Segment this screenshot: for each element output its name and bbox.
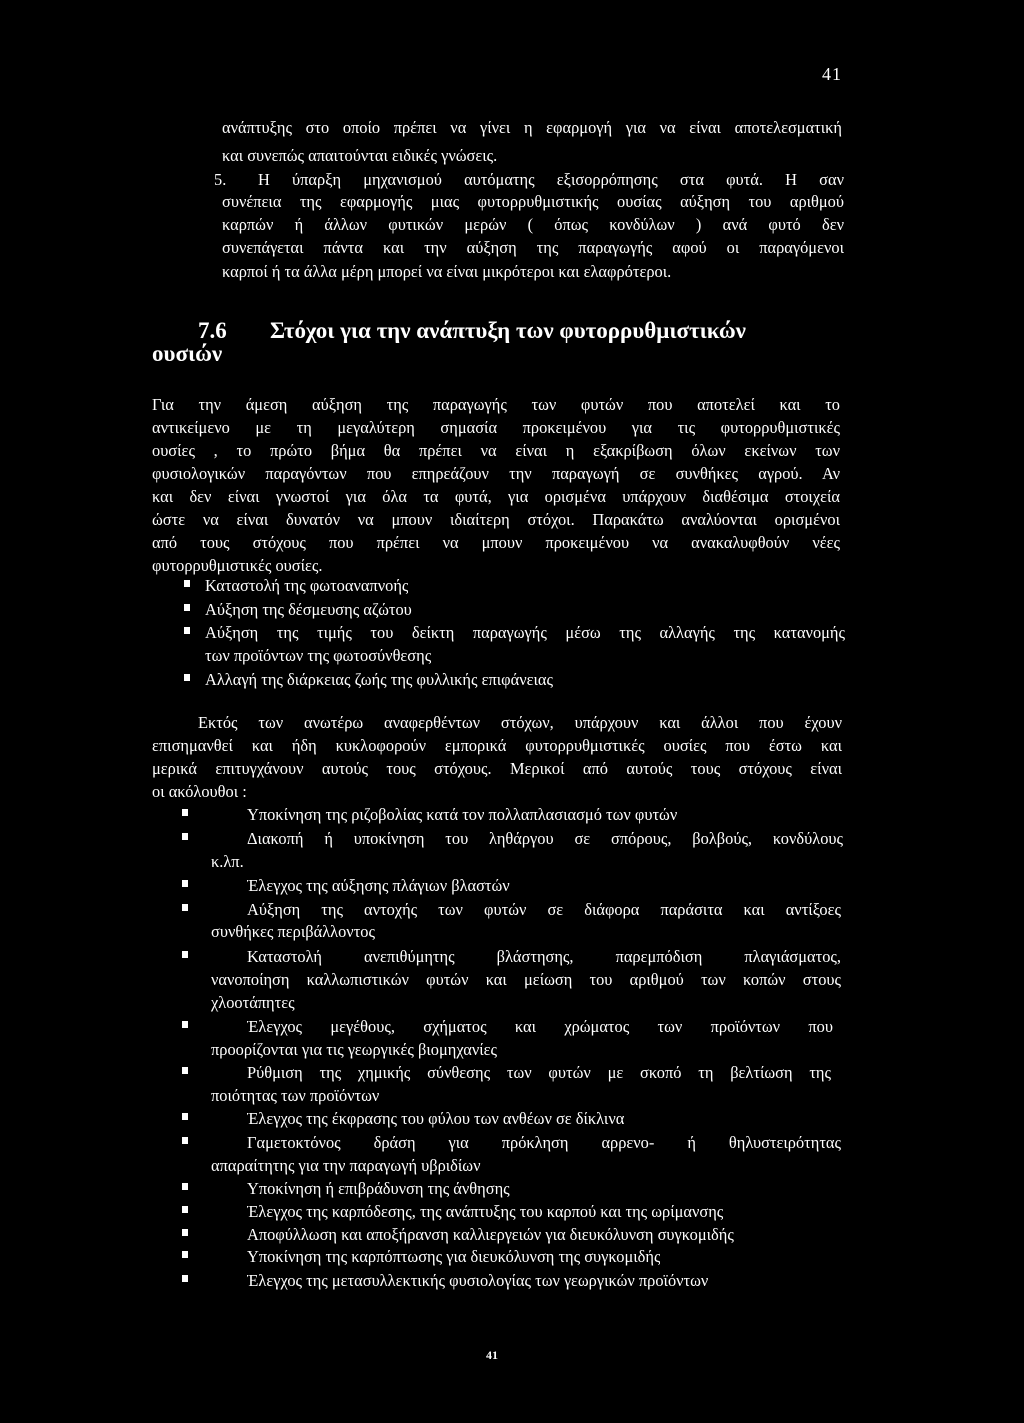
goal-item: Αύξηση της τιμής του δείκτη παραγωγής μέσω της αλλαγής της κατανομής — [205, 623, 845, 642]
section-title: Στόχοι για την ανάπτυξη των φυτορρυθμιστικών — [270, 318, 746, 343]
target-item: Αποφύλλωση και αποξήρανση καλλιεργειών για διευκόλυνση συγκομιδής — [247, 1225, 734, 1244]
target-item: ποιότητας των προϊόντων — [211, 1086, 380, 1105]
bullet-icon — [182, 1137, 188, 1144]
target-item: Ρύθμιση της χημικής σύνθεσης των φυτών με σκοπό τη βελτίωση της — [247, 1063, 831, 1082]
bullet-icon — [182, 1021, 188, 1028]
list-item-number: 5. — [214, 170, 227, 189]
bullet-icon — [184, 604, 190, 611]
paragraph-line: και δεν είναι γνωστοί για όλα τα φυτά, για ορισμένα υπάρχουν διαθέσιμα στοιχεία — [152, 487, 840, 506]
target-item: Έλεγχος της αύξησης πλάγιων βλαστών — [247, 876, 510, 895]
target-item: Υποκίνηση της ριζοβολίας κατά τον πολλαπλασιασμό των φυτών — [247, 805, 678, 824]
list-item-text: καρπών ή άλλων φυτικών μερών ( όπως κονδύλων ) ανά φυτό δεν — [222, 215, 844, 234]
intro-line: και συνεπώς απαιτούνται ειδικές γνώσεις. — [222, 146, 498, 165]
target-item: Υποκίνηση ή επιβράδυνση της άνθησης — [247, 1179, 510, 1198]
list-item-text: καρποί ή τα άλλα μέρη μπορεί να είναι μικρότεροι και ελαφρότεροι. — [222, 262, 672, 281]
list-item-text: Η ύπαρξη μηχανισμού αυτόματης εξισορρόπησης στα φυτά. Η σαν — [258, 170, 844, 189]
target-item: συνθήκες περιβάλλοντος — [211, 922, 375, 941]
goal-item: Καταστολή της φωτοαναπνοής — [205, 576, 409, 595]
paragraph-line: φυτορρυθμιστικές ουσίες. — [152, 556, 323, 575]
bullet-icon — [182, 951, 188, 958]
target-item: Γαμετοκτόνος δράση για πρόκληση αρρενο- ή θηλυστειρότητας — [247, 1133, 841, 1152]
target-item: Έλεγχος της έκφρασης του φύλου των ανθέων σε δίκλινα — [247, 1109, 625, 1128]
target-item: Διακοπή ή υποκίνηση του ληθάργου σε σπόρους, βολβούς, κονδύλους — [247, 829, 843, 848]
goal-item: Αλλαγή της διάρκειας ζωής της φυλλικής επιφάνειας — [205, 670, 553, 689]
paragraph-line: από τους στόχους που πρέπει να μπουν προκειμένου να ανακαλυφθούν νέες — [152, 533, 840, 552]
intro-line: ανάπτυξης στο οποίο πρέπει να γίνει η εφαρμογή για να είναι αποτελεσματική — [222, 118, 842, 137]
paragraph-line: αντικείμενο με τη μεγαλύτερη σημασία προκειμένου για τις φυτορρυθμιστικές — [152, 418, 840, 437]
page-number-top: 41 — [822, 64, 842, 84]
bullet-icon — [182, 880, 188, 887]
bullet-icon — [182, 1275, 188, 1282]
goal-item: των προϊόντων της φωτοσύνθεσης — [205, 646, 432, 665]
bullet-icon — [182, 1206, 188, 1213]
paragraph-line: ώστε να είναι δυνατόν να μπουν ιδιαίτερη στόχοι. Παρακάτω αναλύονται ορισμένοι — [152, 510, 840, 529]
bullet-icon — [182, 1229, 188, 1236]
bullet-icon — [184, 674, 190, 681]
paragraph-line: οι ακόλουθοι : — [152, 782, 247, 801]
target-item: κ.λπ. — [211, 852, 244, 871]
target-item: Αύξηση της αντοχής των φυτών σε διάφορα παράσιτα και αντίξοες — [247, 900, 841, 919]
paragraph-line: επισημανθεί και ήδη κυκλοφορούν εμπορικά φυτορρυθμιστικές ουσίες που έστω και — [152, 736, 842, 755]
bullet-icon — [182, 1183, 188, 1190]
target-item: Έλεγχος μεγέθους, σχήματος και χρώματος των προϊόντων που — [247, 1017, 833, 1036]
bullet-icon — [182, 809, 188, 816]
target-item: προορίζονται για τις γεωργικές βιομηχανίες — [211, 1040, 498, 1059]
target-item: Έλεγχος της καρπόδεσης, της ανάπτυξης του καρπού και της ωρίμανσης — [247, 1202, 724, 1221]
paragraph-line: φυσιολογικών παραγόντων που επηρεάζουν την παραγωγή σε συνθήκες αγρού. Αν — [152, 464, 840, 483]
list-item-text: συνέπεια της εφαρμογής μιας φυτορρυθμιστικής ουσίας αύξηση του αριθμού — [222, 192, 844, 211]
target-item: απαραίτητης για την παραγωγή υβριδίων — [211, 1156, 481, 1175]
paragraph-line: μερικά επιτυγχάνουν αυτούς τους στόχους. Μερικοί από αυτούς τους στόχους είναι — [152, 759, 842, 778]
bullet-icon — [184, 580, 190, 587]
section-number: 7.6 — [198, 318, 227, 343]
bullet-icon — [182, 833, 188, 840]
section-title: ουσιών — [152, 341, 223, 366]
target-item: χλοοτάπητες — [211, 993, 295, 1012]
bullet-icon — [182, 1113, 188, 1120]
paragraph-line: ουσίες , το πρώτο βήμα θα πρέπει να είναι η εξακρίβωση όλων εκείνων των — [152, 441, 840, 460]
bullet-icon — [184, 627, 190, 634]
bullet-icon — [182, 1251, 188, 1258]
target-item: Καταστολή ανεπιθύμητης βλάστησης, παρεμπόδιση πλαγιάσματος, — [247, 947, 841, 966]
target-item: Έλεγχος της μετασυλλεκτικής φυσιολογίας των γεωργικών προϊόντων — [247, 1271, 709, 1290]
page-number-bottom: 41 — [486, 1348, 498, 1362]
list-item-text: συνεπάγεται πάντα και την αύξηση της παραγωγής αφού οι παραγόμενοι — [222, 238, 844, 257]
paragraph-line: Εκτός των ανωτέρω αναφερθέντων στόχων, υπάρχουν και άλλοι που έχουν — [198, 713, 842, 732]
goal-item: Αύξηση της δέσμευσης αζώτου — [205, 600, 412, 619]
bullet-icon — [182, 904, 188, 911]
target-item: Υποκίνηση της καρπόπτωσης για διευκόλυνση της συγκομιδής — [247, 1247, 661, 1266]
bullet-icon — [182, 1067, 188, 1074]
target-item: νανοποίηση καλλωπιστικών φυτών και μείωση του αριθμού των κοπών στους — [211, 970, 841, 989]
paragraph-line: Για την άμεση αύξηση της παραγωγής των φυτών που αποτελεί και το — [152, 395, 840, 414]
